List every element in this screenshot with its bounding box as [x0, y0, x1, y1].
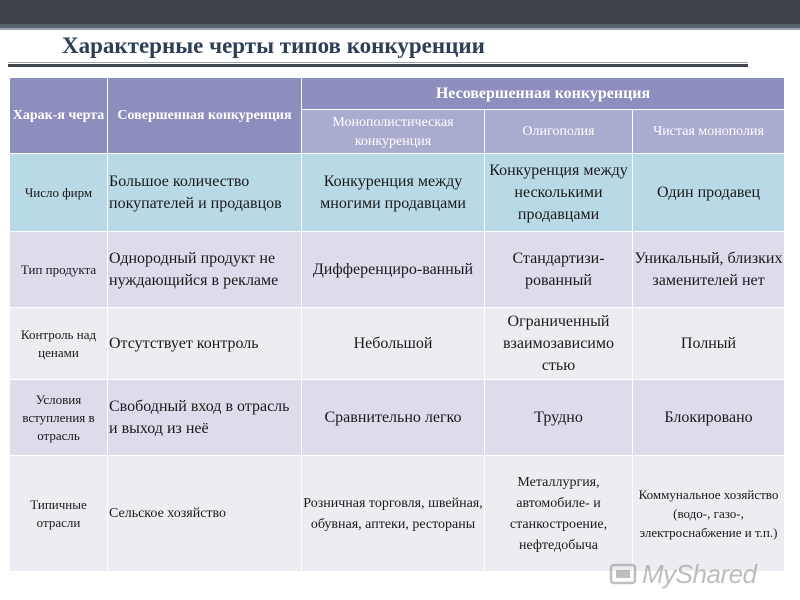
cell-pure-monopoly: Уникальный, близких заменителей нет: [633, 232, 785, 308]
row-feature: Контроль над ценами: [10, 308, 108, 380]
header-feature: Харак-я черта: [10, 78, 108, 154]
cell-pure-monopoly: Полный: [633, 308, 785, 380]
row-feature: Тип продукта: [10, 232, 108, 308]
cell-monopolistic: Конкуренция между многими продавцами: [302, 154, 485, 232]
top-dark-band: [0, 0, 800, 24]
cell-monopolistic: Дифференциро-ванный: [302, 232, 485, 308]
header-monopolistic: Монополистическая конкуренция: [302, 110, 485, 154]
competition-types-table: [9, 77, 785, 572]
table-row: [10, 308, 785, 380]
header-pure-monopoly: Чистая монополия: [633, 110, 785, 154]
top-stripe: [0, 28, 800, 30]
title-rule-thin: [8, 62, 748, 63]
cell-pure-monopoly: Коммунальное хозяйство (водо-, газо-, электроснабжение и т.п.): [633, 456, 785, 572]
row-feature: Условия вступления в отрасль: [10, 380, 108, 456]
header-imperfect: Несовершенная конкуренция: [302, 78, 785, 110]
table-row: [10, 154, 785, 232]
cell-perfect: Однородный продукт не нуждающийся в рекламе: [108, 232, 302, 308]
title-rule-thick: [8, 64, 748, 67]
cell-monopolistic: Небольшой: [302, 308, 485, 380]
cell-pure-monopoly: Один продавец: [633, 154, 785, 232]
slide-title: Характерные черты типов конкуренции: [62, 33, 485, 58]
cell-perfect: Большое количество покупателей и продавцов: [108, 154, 302, 232]
myshared-logo-icon: [608, 559, 638, 589]
row-feature: Число фирм: [10, 154, 108, 232]
cell-oligopoly: Конкуренция между несколькими продавцами: [485, 154, 633, 232]
cell-perfect: Отсутствует контроль: [108, 308, 302, 380]
header-row-top: [10, 78, 785, 110]
row-feature: Типичные отрасли: [10, 456, 108, 572]
watermark: [608, 556, 788, 592]
cell-oligopoly: Трудно: [485, 380, 633, 456]
cell-perfect: Свободный вход в отрасль и выход из неё: [108, 380, 302, 456]
header-perfect: Совершенная конкуренция: [108, 78, 302, 154]
cell-oligopoly: Ограниченный взаимозависимо стью: [485, 308, 633, 380]
cell-pure-monopoly: Блокировано: [633, 380, 785, 456]
cell-perfect: Сельское хозяйство: [108, 456, 302, 572]
cell-monopolistic: Сравнительно легко: [302, 380, 485, 456]
cell-oligopoly: Стандартизи-рованный: [485, 232, 633, 308]
cell-oligopoly: Металлургия, автомобиле- и станкостроение, нефтедобыча: [485, 456, 633, 572]
table-row: [10, 456, 785, 572]
header-oligopoly: Олигополия: [485, 110, 633, 154]
table-row: [10, 380, 785, 456]
watermark-text: MyShared: [642, 558, 757, 589]
cell-monopolistic: Розничная торговля, швейная, обувная, аптеки, рестораны: [302, 456, 485, 572]
table-row: [10, 232, 785, 308]
